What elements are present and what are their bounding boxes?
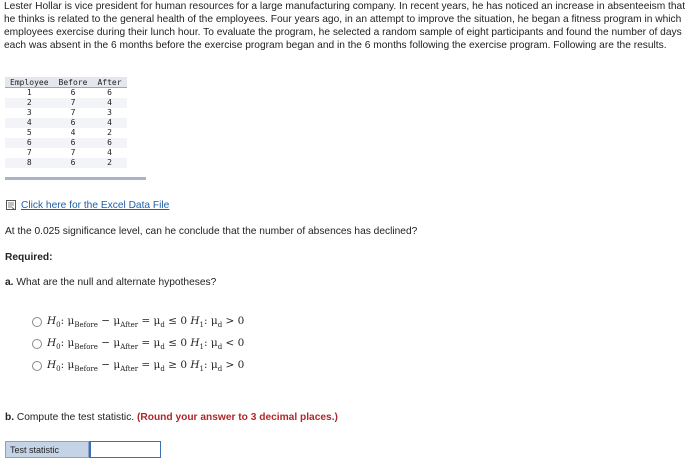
table-row	[5, 148, 127, 158]
cell-after: 4	[107, 148, 112, 157]
excel-link-row	[5, 199, 169, 211]
radio-button[interactable]	[32, 317, 42, 327]
cell-after: 4	[92, 118, 126, 128]
part-b-letter: b.	[5, 412, 15, 423]
table-row	[5, 138, 127, 148]
cell-before: 7	[70, 108, 76, 117]
cell-employee: 3	[26, 108, 32, 117]
cell-after: 2	[92, 158, 126, 168]
rounding-note: (Round your answer to 3 decimal places.)	[136, 412, 338, 423]
cell-before: 7	[70, 148, 76, 157]
excel-file-icon	[5, 199, 17, 211]
excel-data-file-link[interactable]: Click here for the Excel Data File	[21, 199, 170, 211]
hypothesis-option-3[interactable]	[32, 359, 244, 373]
test-statistic-row	[5, 441, 161, 458]
question-text: At the 0.025 significance level, can he conclude that the number of absences has declined?	[5, 226, 418, 237]
absence-data-table	[5, 77, 127, 168]
part-a-text: What are the null and alternate hypotheses?	[16, 277, 217, 288]
hypothesis-text: $H_0$: $\mu_{Before} - \mu_{After} = \mu_d \ge 0$ $H_1$: $\mu_d > 0$	[47, 359, 245, 374]
cell-after: 4	[92, 98, 126, 108]
table-row	[5, 88, 127, 99]
cell-employee: 2	[5, 98, 54, 108]
table-row	[5, 98, 127, 108]
cell-before: 6	[54, 158, 93, 168]
cell-employee: 4	[5, 118, 54, 128]
cell-before: 6	[70, 88, 76, 97]
cell-employee: 1	[26, 88, 32, 97]
cell-before: 6	[54, 138, 93, 148]
radio-button[interactable]	[32, 339, 42, 349]
cell-before: 7	[54, 98, 93, 108]
cell-before: 4	[70, 128, 76, 137]
hypothesis-text: $H_0$: $\mu_{Before} - \mu_{After} = \mu_d \le 0$ $H_1$: $\mu_d < 0$	[47, 337, 245, 352]
part-b-text: Compute the test statistic.	[16, 412, 135, 423]
part-a-question	[5, 277, 216, 288]
cell-employee: 5	[26, 128, 32, 137]
table-row	[5, 108, 127, 118]
required-label: Required:	[5, 252, 53, 263]
cell-employee: 7	[26, 148, 32, 157]
radio-button[interactable]	[32, 361, 42, 371]
cell-after: 6	[107, 88, 112, 97]
cell-before: 6	[54, 118, 93, 128]
hypothesis-text: $H_0$: $\mu_{Before} - \mu_{After} = \mu_d \le 0$ $H_1$: $\mu_d > 0$	[47, 315, 245, 330]
table-row	[5, 158, 127, 168]
cell-employee: 8	[5, 158, 54, 168]
test-statistic-input[interactable]	[89, 441, 161, 458]
problem-intro: Lester Hollar is vice president for human resources for a large manufacturing company. In recent years, he has noticed an increase in absenteeism that he thinks is related to the general health of the employees. Four years ago, in an attempt to improve the situation, he began a fitness program in which employees exercise during their lunch hour. To evaluate the program, he selected a random sample of eight participants and found the number of days each was absent in the 6 months before the exercise program began and in the 6 months following the exercise program. Following are the results.	[4, 1, 686, 51]
hypothesis-option-1[interactable]	[32, 315, 244, 329]
cell-after: 6	[92, 138, 126, 148]
cell-employee: 6	[5, 138, 54, 148]
col-header-employee: Employee	[5, 77, 54, 88]
col-header-after: After	[92, 77, 126, 88]
hypothesis-option-2[interactable]	[32, 337, 244, 351]
cell-after: 3	[107, 108, 112, 117]
part-b-question	[5, 412, 338, 423]
part-a-letter: a.	[5, 277, 14, 288]
table-bottom-border	[5, 177, 146, 180]
table-row	[5, 128, 127, 138]
test-statistic-label: Test statistic	[5, 441, 89, 458]
col-header-before: Before	[54, 77, 93, 88]
table-row	[5, 118, 127, 128]
cell-after: 2	[107, 128, 112, 137]
